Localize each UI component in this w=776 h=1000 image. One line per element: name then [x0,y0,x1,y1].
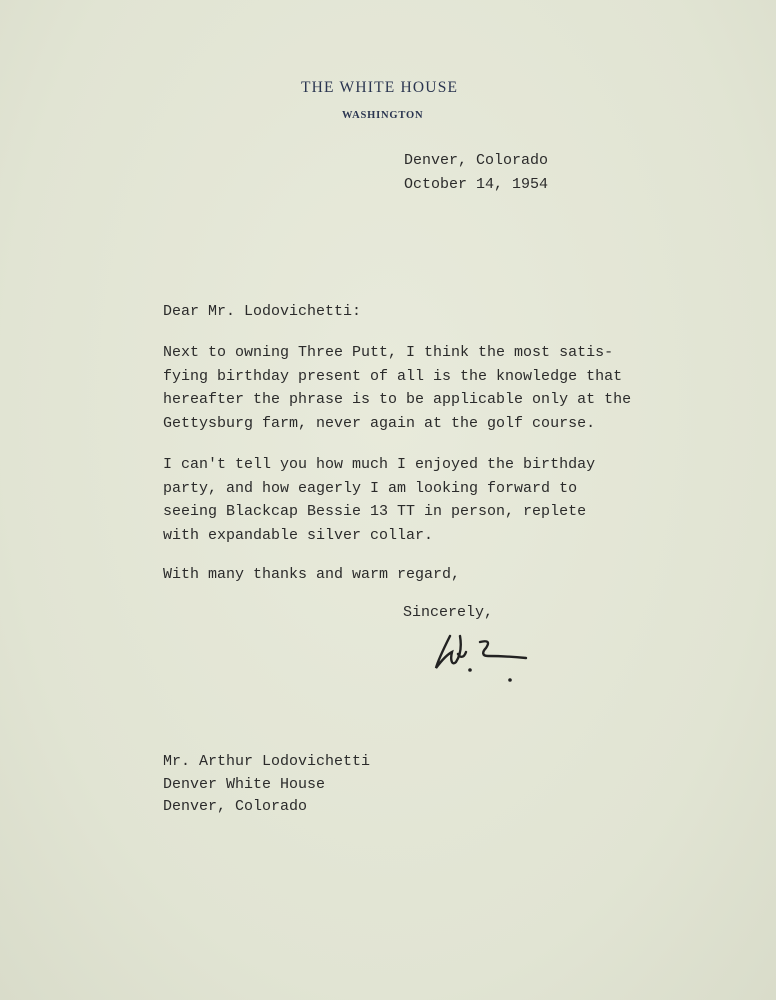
date-line: October 14, 1954 [404,175,549,193]
signature [430,628,540,688]
recipient-name: Mr. Arthur Lodovichetti [163,753,371,770]
text-line: fying birthday present of all is the knowledge that [163,367,623,385]
closing-line: With many thanks and warm regard, [163,566,461,583]
text-line: Next to owning Three Putt, I think the most satis- [163,344,614,361]
recipient-line: Denver, Colorado [163,798,308,815]
text-line: party, and how eagerly I am looking forward to [163,479,578,497]
text-line: I can't tell you how much I enjoyed the birthday [163,456,596,473]
text-line: seeing Blackcap Bessie 13 TT in person, replete [163,503,587,520]
text-line: Gettysburg farm, never again at the golf course. [163,414,596,432]
recipient-address [163,751,370,819]
text-line: with expandable silver collar. [163,526,434,544]
salutation: Dear Mr. Lodovichetti: [163,303,362,320]
paragraph-1 [163,341,631,435]
recipient-line: Denver White House [163,775,326,793]
valediction: Sincerely, [403,604,494,621]
place-date [404,149,548,196]
paragraph-2 [163,453,595,547]
letterhead-subtitle: WASHINGTON [342,110,424,121]
text-line: hereafter the phrase is to be applicable only at the [163,391,632,408]
place-line: Denver, Colorado [404,152,549,169]
letterhead-title: THE WHITE HOUSE [301,79,459,96]
